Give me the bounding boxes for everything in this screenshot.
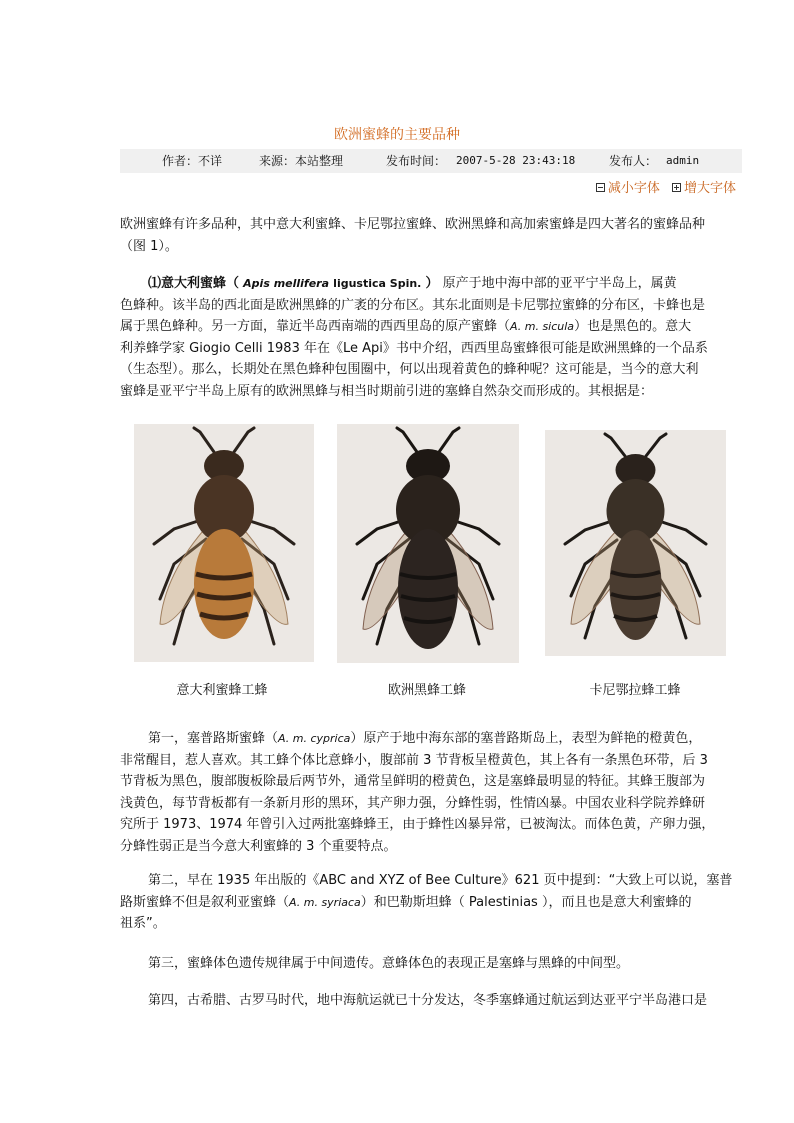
section-heading-close: ） [425, 276, 439, 291]
section-1-line-5: （生态型）。那么，长期处在黑色蜂种包围圈中，何以出现着黄色的蜂种呢？这可能是，当今的意大利 [120, 362, 699, 378]
increase-font-label: 增大字体 [683, 181, 736, 196]
p1-line-6: 分蜂性弱正是当今意大利蜜蜂的 3 个重要特点。 [120, 838, 397, 854]
page-title: 欧洲蜜蜂的主要品种 [334, 127, 460, 143]
paragraph-first-reason [120, 728, 742, 858]
p1-line-2: 非常醒目，惹人喜欢。其工蜂个体比意蜂小，腹部前 3 节背板呈橙黄色，其上各有一条黑色环带，后 3 [120, 752, 708, 768]
latin-name-rest: ligustica Spin. [333, 277, 422, 290]
caption-italian-bee: 意大利蜜蜂工蜂 [176, 683, 268, 698]
paragraph-third-reason: 第三，蜜蜂体色遗传规律属于中间遗传。意蜂体色的表现正是塞蜂与黑蜂的中间型。 [148, 956, 630, 971]
p2-line-3: 祖系”。 [120, 916, 166, 932]
p1-line-3: 节背板为黑色，腹部腹板除最后两节外，通常呈鲜明的橙黄色，这是塞蜂最明显的特征。其蜂王腹部为 [120, 774, 706, 790]
p1-line-1-b: ）原产于地中海东部的塞普路斯岛上，表型为鲜艳的橙黄色， [350, 731, 702, 746]
p1-line-1-a: 第一，塞普路斯蜜蜂（ [148, 731, 279, 746]
sicula-latin: A. m. sicula [510, 320, 575, 334]
published-label: 发布时间： [386, 154, 447, 168]
section-1-line-4: 利养蜂学家 Giogio Celli 1983 年在《Le Api》书中介绍，西西里岛蜜蜂很可能是欧洲黑蜂的一个品系 [120, 340, 708, 356]
author-text: 作者：不详 [162, 154, 223, 168]
section-1-line-6: 蜜蜂是亚平宁半岛上原有的欧洲黑蜂与相当时期前引进的塞蜂自然杂交而形成的。其根据是： [120, 383, 654, 399]
section-1-line-3 [120, 316, 742, 338]
published-time: 2007-5-28 23:43:18 [456, 154, 576, 167]
plus-box-icon [672, 183, 681, 192]
section-1-line-3-tail: ）也是黑色的。意大 [574, 319, 692, 335]
decrease-font-button[interactable] [596, 181, 664, 196]
intro-paragraph [120, 214, 742, 257]
p2-line-2-b: ）和巴勒斯坦蜂（ Palestinias ），而且也是意大利蜜蜂的 [360, 894, 692, 910]
section-heading: ⑴意大利蜜蜂（ [148, 276, 240, 291]
p2-line-2-a: 路斯蜜蜂不但是叙利亚蜜蜂（ [120, 894, 290, 910]
section-italian-bee [120, 273, 742, 403]
p2-line-1: 第二，早在 1935 年出版的《ABC and XYZ of Bee Culture》621 页中提到：“大致上可以说，塞普 [148, 873, 733, 888]
font-size-controls [588, 177, 736, 196]
intro-line-2: （图 1）。 [120, 238, 178, 254]
paragraph-second-reason [120, 870, 742, 935]
section-1-line-1-tail: 原产于地中海中部的亚平宁半岛上，属黄 [442, 276, 677, 291]
source-text: 来源：本站整理 [259, 154, 344, 168]
black-bee-image [337, 424, 519, 663]
p1-line-5: 究所于 1973、1974 年曾引入过两批塞蜂蜂王，由于蜂性凶暴异常，已被淘汰。而体色黄，产卵力强， [120, 817, 715, 833]
latin-name-italic: Apis mellifera [243, 277, 330, 290]
syriaca-latin: A. m. syriaca [289, 895, 361, 909]
minus-box-icon [596, 183, 605, 192]
cyprica-latin: A. m. cyprica [278, 732, 351, 745]
article-meta-bar [120, 149, 742, 173]
carniolan-bee-image [545, 430, 726, 656]
intro-line-1: 欧洲蜜蜂有许多品种，其中意大利蜜蜂、卡尼鄂拉蜜蜂、欧洲黑蜂和高加索蜜蜂是四大著名的蜜蜂品种 [120, 217, 706, 232]
section-1-line-3-text: 属于黑色蜂种。另一方面，靠近半岛西南端的西西里岛的原产蜜蜂（ [120, 319, 511, 335]
italian-bee-image [134, 424, 314, 662]
caption-black-bee: 欧洲黑蜂工蜂 [387, 683, 466, 698]
section-1-line-2: 色蜂种。该半岛的西北面是欧洲黑蜂的广袤的分布区。其东北面则是卡尼鄂拉蜜蜂的分布区，卡蜂也是 [120, 297, 706, 313]
p1-line-4: 浅黄色，每节背板都有一条新月形的黑环，其产卵力强，分蜂性弱，性情凶暴。中国农业科学院养蜂研 [120, 795, 706, 811]
publisher-name: admin [666, 154, 700, 167]
caption-carniolan-bee: 卡尼鄂拉蜂工蜂 [589, 683, 681, 698]
paragraph-fourth-reason: 第四，古希腊、古罗马时代，地中海航运就已十分发达，冬季塞蜂通过航运到达亚平宁半岛港口是 [148, 993, 708, 1008]
decrease-font-label: 减小字体 [607, 181, 660, 196]
section-1-line-1 [120, 273, 742, 295]
p1-line-1 [120, 728, 742, 750]
increase-font-button[interactable] [672, 181, 736, 196]
p2-line-2 [120, 892, 742, 914]
publisher-label: 发布人： [609, 154, 658, 168]
